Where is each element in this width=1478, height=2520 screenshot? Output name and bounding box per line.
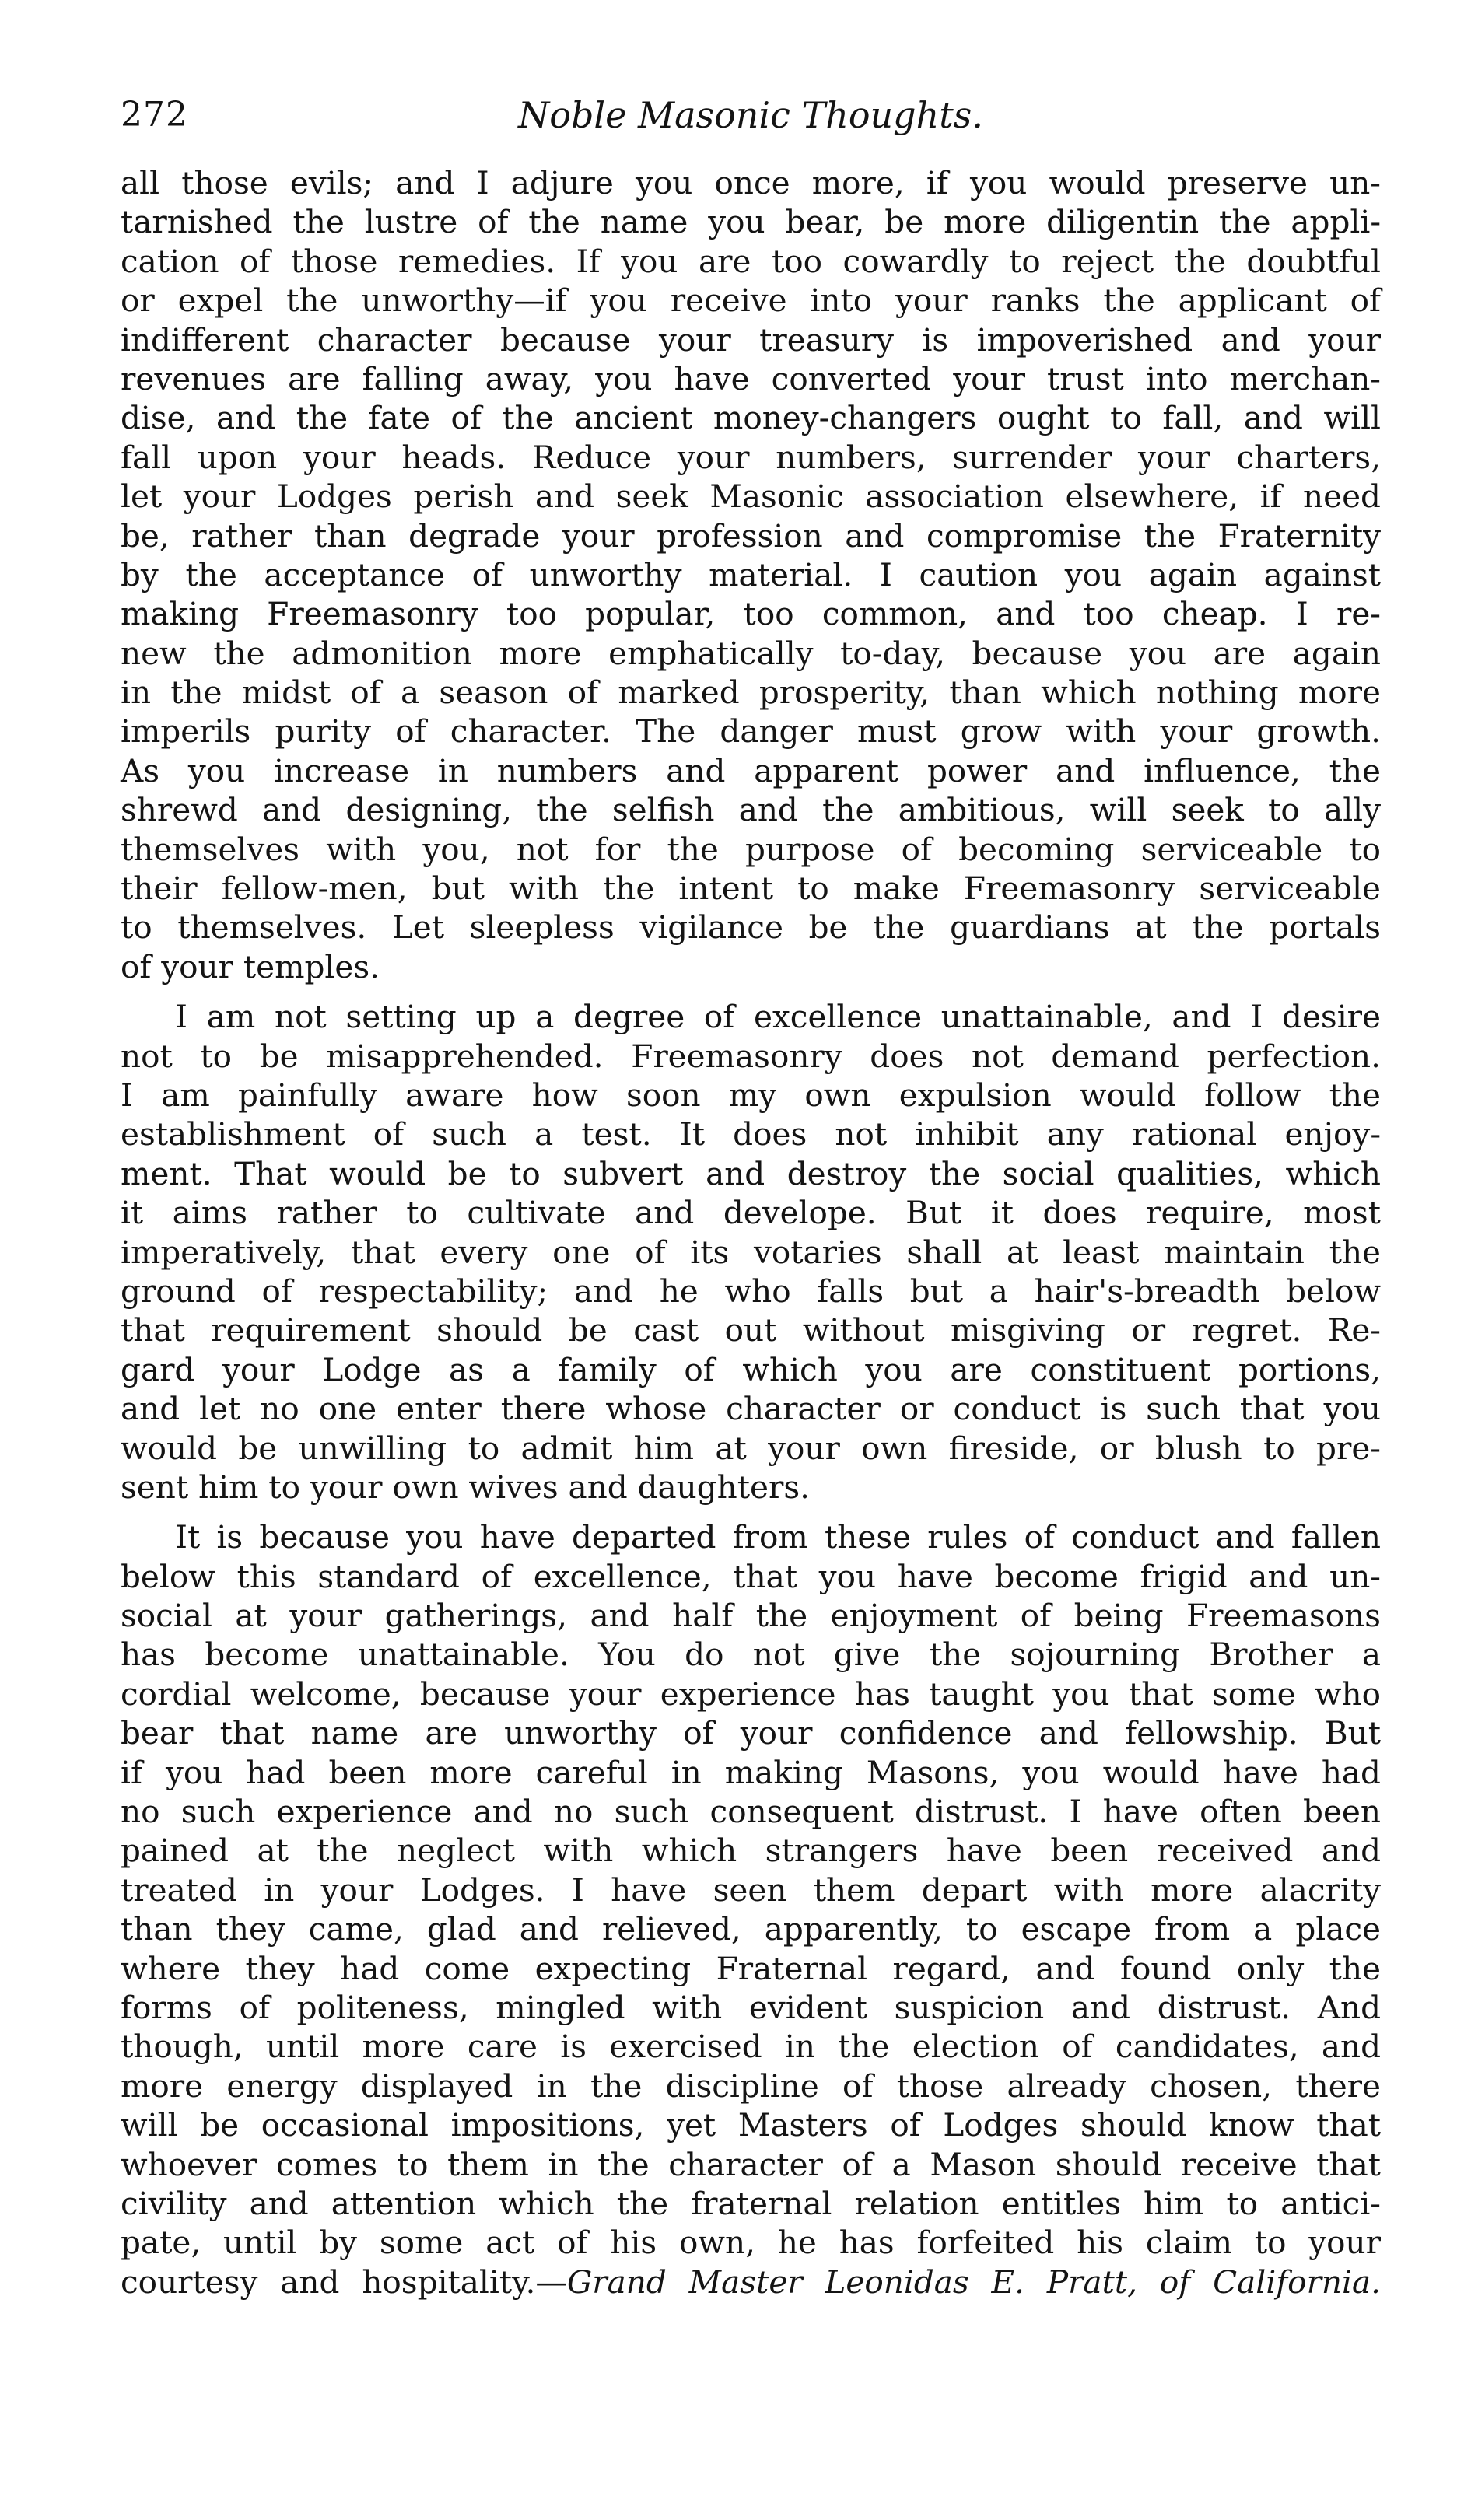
text-line: by the acceptance of unworthy material. I caution you again against: [121, 555, 1381, 593]
text-line: more energy displayed in the discipline of those already chosen, there: [121, 2067, 1381, 2105]
text-line: not to be misapprehended. Freemasonry does not demand perfection.: [121, 1037, 1381, 1075]
text-line: pained at the neglect with which strangers have been received and: [121, 1832, 1381, 1870]
paragraph-gap: [121, 986, 1381, 997]
text-line: if you had been more careful in making Masons, you would have had: [121, 1753, 1381, 1791]
text-line: I am not setting up a degree of excellence unattainable, and I desire: [175, 998, 1381, 1036]
text-line: ground of respectability; and he who falls but a hair's-breadth below: [121, 1272, 1381, 1310]
text-line: where they had come expecting Fraternal regard, and found only the: [121, 1949, 1381, 1987]
text-line: and let no one enter there whose character or conduct is such that you: [121, 1390, 1381, 1428]
text-line: whoever comes to them in the character of a Mason should receive that: [121, 2145, 1381, 2183]
text-line: than they came, glad and relieved, apparently, to escape from a place: [121, 1910, 1381, 1948]
text-line: cation of those remedies. If you are too cowardly to reject the doubtful: [121, 242, 1381, 280]
text-line: tarnished the lustre of the name you bear, be more diligentin the appli-: [121, 203, 1381, 241]
paragraph-3: [121, 1517, 1381, 2301]
text-line: all those evils; and I adjure you once more, if you would preserve un-: [121, 164, 1381, 201]
text-line: it aims rather to cultivate and develope. But it does require, most: [121, 1194, 1381, 1232]
running-title: Noble Masonic Thoughts.: [518, 94, 983, 136]
text-line: gard your Lodge as a family of which you are constituent portions,: [121, 1350, 1381, 1388]
text-line: or expel the unworthy—if you receive into your ranks the applicant of: [121, 282, 1381, 320]
text-line: As you increase in numbers and apparent power and influence, the: [121, 751, 1381, 789]
paragraph-1: [121, 163, 1381, 986]
text-line: of your temples.: [121, 947, 380, 985]
text-line: revenues are falling away, you have converted your trust into merchan-: [121, 359, 1381, 397]
text-line: has become unattainable. You do not give the sojourning Brother a: [121, 1636, 1381, 1674]
text-line: imperatively, that every one of its votaries shall at least maintain the: [121, 1233, 1381, 1271]
page-number: 272: [121, 95, 188, 135]
closing-line: [121, 2263, 1381, 2301]
paragraph-gap: [121, 1507, 1381, 1517]
text-line: civility and attention which the fraternal relation entitles him to antici-: [121, 2184, 1381, 2222]
text-line: cordial welcome, because your experience has taught you that some who: [121, 1675, 1381, 1713]
running-head: [121, 92, 1381, 146]
attribution: Grand Master Leonidas E. Pratt, of California.: [566, 2263, 1381, 2301]
text-line: I am painfully aware how soon my own expulsion would follow the: [121, 1076, 1381, 1114]
body-text: [121, 163, 1381, 2301]
text-line: treated in your Lodges. I have seen them depart with more alacrity: [121, 1871, 1381, 1909]
text-line: forms of politeness, mingled with evident suspicion and distrust. And: [121, 1988, 1381, 2026]
text-line: It is because you have departed from these rules of conduct and fallen: [175, 1518, 1381, 1556]
text-line: shrewd and designing, the selfish and the ambitious, will seek to ally: [121, 791, 1381, 829]
text-line: social at your gatherings, and half the enjoyment of being Freemasons: [121, 1597, 1381, 1635]
text-line: new the admonition more emphatically to-day, because you are again: [121, 634, 1381, 672]
text-line: their fellow-men, but with the intent to make Freemasonry serviceable: [121, 870, 1381, 908]
text-line: in the midst of a season of marked prosperity, than which nothing more: [121, 674, 1381, 712]
paragraph-2: [121, 997, 1381, 1507]
text-line: let your Lodges perish and seek Masonic association elsewhere, if need: [121, 478, 1381, 516]
text-line: sent him to your own wives and daughters.: [121, 1468, 810, 1506]
text-line: bear that name are unworthy of your confidence and fellowship. But: [121, 1714, 1381, 1752]
text-line: no such experience and no such consequent distrust. I have often been: [121, 1793, 1381, 1831]
text-line: be, rather than degrade your profession and compromise the Fraternity: [121, 516, 1381, 555]
text-line: ment. That would be to subvert and destroy the social qualities, which: [121, 1154, 1381, 1192]
text-line: establishment of such a test. It does not inhibit any rational enjoy-: [121, 1115, 1381, 1153]
text-line: below this standard of excellence, that you have become frigid and un-: [121, 1557, 1381, 1595]
text-line: indifferent character because your treasury is impoverished and your: [121, 320, 1381, 359]
text-line: to themselves. Let sleepless vigilance be the guardians at the portals: [121, 908, 1381, 947]
text-line: though, until more care is exercised in the election of candidates, and: [121, 2028, 1381, 2066]
text-line: imperils purity of character. The danger must grow with your growth.: [121, 712, 1381, 751]
text-line: will be occasional impositions, yet Masters of Lodges should know that: [121, 2106, 1381, 2144]
closing-text: courtesy and hospitality.—: [121, 2263, 567, 2301]
text-line: making Freemasonry too popular, too common, and too cheap. I re-: [121, 595, 1381, 633]
text-line: fall upon your heads. Reduce your numbers, surrender your charters,: [121, 438, 1381, 476]
text-line: dise, and the fate of the ancient money-changers ought to fall, and will: [121, 399, 1381, 437]
text-line: that requirement should be cast out without misgiving or regret. Re-: [121, 1311, 1381, 1349]
text-line: pate, until by some act of his own, he has forfeited his claim to your: [121, 2224, 1381, 2262]
text-line: themselves with you, not for the purpose of becoming serviceable to: [121, 830, 1381, 868]
text-line: would be unwilling to admit him at your own fireside, or blush to pre-: [121, 1429, 1381, 1467]
